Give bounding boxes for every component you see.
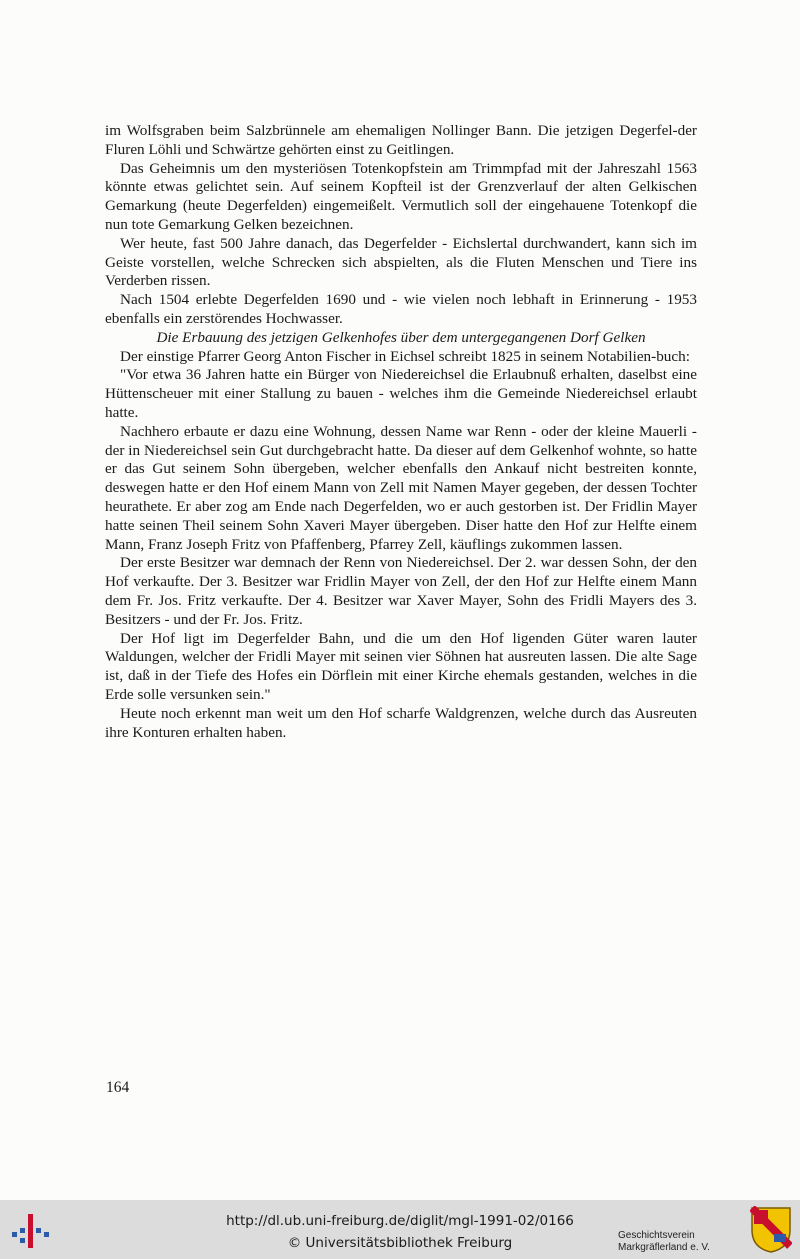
copyright-text: © Universitätsbibliothek Freiburg [287, 1235, 513, 1251]
society-name [618, 1230, 748, 1254]
paragraph: Der Hof ligt im Degerfelder Bahn, und die um den Hof ligenden Güter waren lauter Waldungen, welcher der Fridli Mayer mit seinen vier Söhnen hat ausreuten lassen. Die alte Sage ist, daß in der Tiefe des Hofes ein Dörflein mit einer Kirche ehemals gestanden, welches in die Erde solle versunken sein." [105, 629, 697, 703]
paragraph: "Vor etwa 36 Jahren hatte ein Bürger von Niedereichsel die Erlaubnuß erhalten, daselbst eine Hüttenscheuer mit einer Stallung zu bauen - welches ihm die Gemeinde Niedereichsel erlaubt hatte. [105, 366, 697, 421]
article-body [105, 122, 697, 742]
paragraph: Nachhero erbaute er dazu eine Wohnung, dessen Name war Renn - oder der kleine Mauerli - der in Niedereichsel sein Gut durchgebracht hatte. Da dieser auf dem Gelkenhof wohnte, so hatte er das Gut seinem Sohn übergeben, welcher ebenfalls den Ankauf nicht bestreiten konnte, deswegen hatte er den Hof einem Mann von Zell mit Namen Mayer gegeben, der dessen Tochter heurathete. Er aber zog am Ende nach Degerfelden, wo er auch gestorben ist. Der Fridlin Mayer hatte seinen Theil seinem Sohn Xaveri Mayer übergeben. Diser hatte den Hof zur Helfte einem Mann, Franz Joseph Fritz von Pfaffenberg, Pfarrey Zell, käuflings zukommen lassen. [105, 422, 697, 553]
paragraph: Wer heute, fast 500 Jahre danach, das Degerfelder - Eichslertal durchwandert, kann sich im Geiste vorstellen, welche Schrecken sich abspielten, als die Fluten Menschen und Tiere ins Verderben rissen. [105, 234, 697, 290]
paragraph: Nach 1504 erlebte Degerfelden 1690 und - wie vielen noch lebhaft in Erinnerung - 1953 ebenfalls ein zerstörendes Hochwasser. [105, 291, 697, 327]
source-url-link[interactable]: http://dl.ub.uni-freiburg.de/diglit/mgl-1991-02/0166 [226, 1213, 574, 1229]
paragraph: Der erste Besitzer war demnach der Renn von Niedereichsel. Der 2. war dessen Sohn, der den Hof verkaufte. Der 3. Besitzer war Fridlin Mayer von Zell, der den Hof zur Helfte einem Mann dem Fr. Jos. Fritz verkaufte. Der 4. Besitzer war Xaver Mayer, Sohn des Fridli Mayers des 3. Besitzers - und der Fr. Jos. Fritz. [105, 554, 697, 628]
paragraph: Heute noch erkennt man weit um den Hof scharfe Waldgrenzen, welche durch das Ausreuten ihre Konturen erhalten haben. [105, 704, 697, 741]
paragraph: Der einstige Pfarrer Georg Anton Fischer in Eichsel schreibt 1825 in seinem Notabilien-buch: [120, 347, 690, 365]
society-name-line: Geschichtsverein [618, 1230, 695, 1241]
page-number: 164 [106, 1079, 130, 1096]
society-name-line: Markgräflerland e. V. [618, 1242, 710, 1253]
paragraph: Das Geheimnis um den mysteriösen Totenkopfstein am Trimmpfad mit der Jahreszahl 1563 könnte etwas gelichtet sein. Auf seinem Kopfteil ist der Grenzverlauf der alten Gelkischen Gemarkung (heute Degerfelden) eingemeißelt. Vermutlich soll der eingehauene Totenkopf die nun tote Gemarkung Gelken bezeichnen. [105, 159, 697, 233]
paragraph: im Wolfsgraben beim Salzbrünnele am ehemaligen Nollinger Bann. Die jetzigen Degerfel-der Fluren Löhli und Schwärtze gehörten einst zu Geitlingen. [105, 122, 697, 158]
coat-of-arms-icon [750, 1206, 792, 1254]
section-heading: Die Erbauung des jetzigen Gelkenhofes über dem untergegangenen Dorf Gelken [156, 328, 646, 346]
